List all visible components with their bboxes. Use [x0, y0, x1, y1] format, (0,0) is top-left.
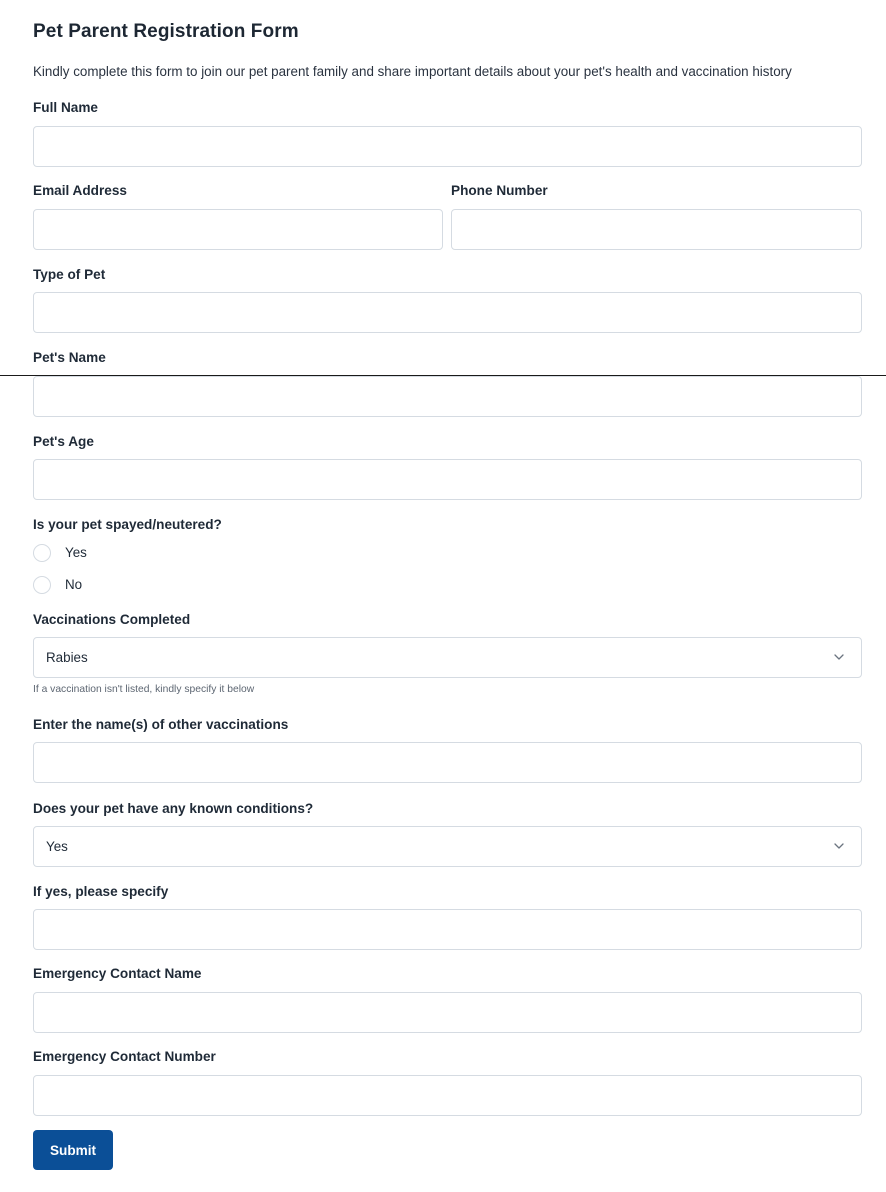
spayed-label: Is your pet spayed/neutered?	[33, 517, 222, 532]
vaccinations-selected-value: Rabies	[46, 650, 88, 665]
screenshot-divider-line	[0, 375, 886, 376]
email-input[interactable]	[33, 209, 443, 250]
pet-age-label: Pet's Age	[33, 434, 94, 449]
form-title: Pet Parent Registration Form	[33, 21, 299, 42]
emergency-number-label: Emergency Contact Number	[33, 1049, 216, 1064]
radio-button-yes[interactable]	[33, 544, 51, 562]
conditions-specify-input[interactable]	[33, 909, 862, 950]
vaccinations-select[interactable]	[33, 637, 862, 678]
known-conditions-select[interactable]	[33, 826, 862, 867]
full-name-input[interactable]	[33, 126, 862, 167]
chevron-down-icon	[833, 651, 845, 663]
radio-button-no[interactable]	[33, 576, 51, 594]
full-name-label: Full Name	[33, 100, 98, 115]
conditions-specify-label: If yes, please specify	[33, 884, 169, 899]
phone-input[interactable]	[451, 209, 862, 250]
radio-label-no: No	[65, 577, 83, 592]
pet-type-label: Type of Pet	[33, 267, 106, 282]
other-vaccinations-label: Enter the name(s) of other vaccinations	[33, 717, 289, 732]
pet-type-input[interactable]	[33, 292, 862, 333]
phone-label: Phone Number	[451, 183, 548, 198]
pet-name-label: Pet's Name	[33, 350, 106, 365]
vaccinations-hint: If a vaccination isn't listed, kindly specify it below	[33, 684, 255, 695]
vaccinations-label: Vaccinations Completed	[33, 612, 191, 627]
chevron-down-icon	[833, 840, 845, 852]
form-description: Kindly complete this form to join our pet parent family and share important details about your pet's health and vaccination history	[33, 64, 792, 79]
emergency-name-input[interactable]	[33, 992, 862, 1033]
known-conditions-selected-value: Yes	[46, 839, 68, 854]
pet-age-input[interactable]	[33, 459, 862, 500]
radio-label-yes: Yes	[65, 545, 87, 560]
emergency-name-label: Emergency Contact Name	[33, 966, 202, 981]
emergency-number-input[interactable]	[33, 1075, 862, 1116]
known-conditions-label: Does your pet have any known conditions?	[33, 801, 314, 816]
pet-name-input[interactable]	[33, 376, 862, 417]
submit-button[interactable]: Submit	[33, 1130, 113, 1170]
other-vaccinations-input[interactable]	[33, 742, 862, 783]
email-label: Email Address	[33, 183, 127, 198]
